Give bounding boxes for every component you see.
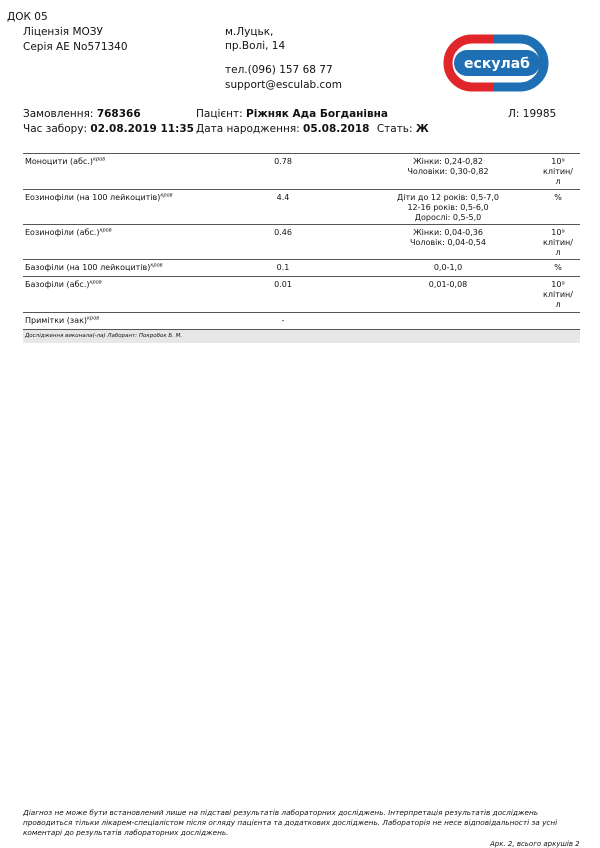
birth-date bbox=[196, 123, 429, 135]
page-info: Арк. 2, всього аркушів 2 bbox=[490, 840, 580, 848]
reference-range: 0,0-1,0 bbox=[433, 263, 463, 272]
order-info bbox=[23, 108, 141, 120]
test-value: 0.1 bbox=[276, 263, 290, 272]
row-divider bbox=[23, 259, 580, 260]
logo-text: ескулаб bbox=[464, 56, 530, 72]
footer-disclaimer: Діагноз не може бути встановлений лише на підставі результатів лабораторних досліджень. Інтерпретація результатів досліджень проводиться тільки лікарем-спеціалістом після огляду пацієнта та додаткових досліджень. Лабораторія не несе відповідальності за усні коментарі до результатів лабораторних досліджень. bbox=[23, 808, 558, 837]
address-street: пр.Волі, 14 bbox=[225, 40, 286, 52]
row-divider bbox=[23, 276, 580, 277]
patient-info bbox=[196, 108, 388, 120]
sex-value: Ж bbox=[415, 123, 429, 135]
test-value: 0.46 bbox=[274, 228, 292, 237]
test-name: Моноцити $(абс.)^{кров}$ bbox=[25, 156, 106, 166]
phone: тел.(096) 157 68 77 bbox=[225, 64, 333, 76]
test-name: Еозинофіли (на 100 лейкоцитів)$^{кров}$ bbox=[25, 192, 173, 202]
support-email: support@esculab.com bbox=[225, 79, 342, 91]
l-info bbox=[508, 108, 556, 120]
collection-time bbox=[23, 123, 194, 135]
row-divider bbox=[23, 189, 580, 190]
sex-label: Стать: bbox=[376, 123, 413, 135]
patient-name: Ріжняк Ада Богданівна bbox=[246, 108, 389, 120]
order-number: 768366 bbox=[96, 108, 141, 120]
birth-date-label: Дата народження: bbox=[196, 123, 300, 135]
order-label: Замовлення: bbox=[23, 108, 94, 120]
reference-range: 0,01-0,08 bbox=[428, 280, 468, 289]
test-name: Базофіли $(абс.)^{кров}$ bbox=[25, 279, 102, 289]
lab-note: Дослідження виконала(-ла) Лаборант: Покробок Б. М. bbox=[23, 330, 580, 343]
license-line-1: Ліцензія МОЗУ bbox=[23, 26, 103, 38]
row-divider bbox=[23, 224, 580, 225]
test-name: Еозинофіли $(абс.)^{кров}$ bbox=[25, 227, 112, 237]
reference-range: Діти до 12 років: 0,5-7,0 12-16 років: 0,5-6,0 Дорослі: 0,5-5,0 bbox=[397, 193, 499, 222]
reference-range: Жінки: 0,04-0,36 Чоловік: 0,04-0,54 bbox=[410, 228, 486, 247]
reference-range: Жінки: 0,24-0,82 Чоловіки: 0,30-0,82 bbox=[407, 157, 489, 176]
unit: 10⁹ клітин/ л bbox=[543, 157, 573, 186]
collection-time-label: Час забору: bbox=[23, 123, 88, 135]
table-top-rule bbox=[23, 153, 580, 154]
unit: % bbox=[554, 263, 562, 272]
test-value: - bbox=[281, 316, 285, 325]
esculab-logo bbox=[440, 33, 550, 93]
unit: 10⁹ клітин/ л bbox=[543, 228, 573, 257]
test-value: 0.01 bbox=[274, 280, 292, 289]
row-divider bbox=[23, 312, 580, 313]
unit: 10⁹ клітин/ л bbox=[543, 280, 573, 309]
collection-time-value: 02.08.2019 11:35 bbox=[90, 123, 194, 135]
test-name: Примітки (зак)$^{кров}$ bbox=[25, 315, 100, 325]
unit: % bbox=[554, 193, 562, 202]
test-value: 0.78 bbox=[274, 157, 292, 166]
license-line-2: Серія АЕ No571340 bbox=[23, 41, 128, 53]
test-name: Базофіли (на 100 лейкоцитів)$^{кров}$ bbox=[25, 262, 163, 272]
address-city: м.Луцьк, bbox=[225, 26, 274, 38]
patient-label: Пацієнт: bbox=[196, 108, 243, 120]
document-code: ДОК 05 bbox=[7, 11, 48, 23]
test-value: 4.4 bbox=[276, 193, 290, 202]
l-value: 19985 bbox=[522, 108, 557, 120]
l-label: Л: bbox=[508, 108, 520, 120]
birth-date-value: 05.08.2018 bbox=[303, 123, 370, 135]
